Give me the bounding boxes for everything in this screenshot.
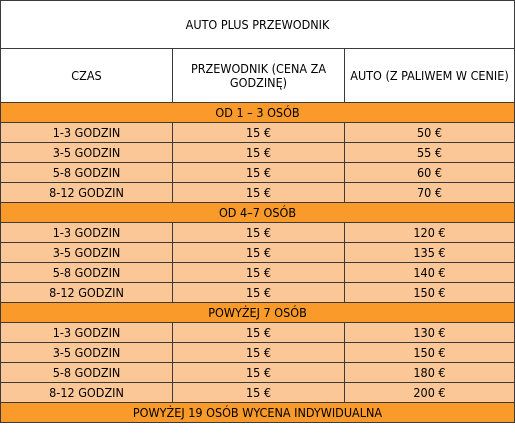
table-row <box>1 263 515 283</box>
car-price-cell: 60 € <box>345 163 515 183</box>
guide-price-cell: 15 € <box>173 243 345 263</box>
time-cell: 5-8 GODZIN <box>1 363 173 383</box>
time-cell: 3-5 GODZIN <box>1 343 173 363</box>
car-price-cell: 150 € <box>345 343 515 363</box>
table-row <box>1 363 515 383</box>
guide-price-cell: 15 € <box>173 123 345 143</box>
header-guide: PRZEWODNIK (CENA ZA GODZINĘ) <box>173 49 345 103</box>
time-cell: 1-3 GODZIN <box>1 223 173 243</box>
car-price-cell: 70 € <box>345 183 515 203</box>
section-label: OD 1 – 3 OSÓB <box>1 103 515 123</box>
guide-price-cell: 15 € <box>173 223 345 243</box>
time-cell: 5-8 GODZIN <box>1 263 173 283</box>
car-price-cell: 200 € <box>345 383 515 403</box>
section-row <box>1 303 515 323</box>
time-cell: 1-3 GODZIN <box>1 323 173 343</box>
car-price-cell: 140 € <box>345 263 515 283</box>
car-price-cell: 180 € <box>345 363 515 383</box>
guide-price-cell: 15 € <box>173 263 345 283</box>
table-row <box>1 383 515 403</box>
table-row <box>1 143 515 163</box>
table-row <box>1 343 515 363</box>
guide-price-cell: 15 € <box>173 343 345 363</box>
section-row <box>1 203 515 223</box>
time-cell: 1-3 GODZIN <box>1 123 173 143</box>
guide-price-cell: 15 € <box>173 183 345 203</box>
table-row <box>1 163 515 183</box>
time-cell: 8-12 GODZIN <box>1 383 173 403</box>
guide-price-cell: 15 € <box>173 383 345 403</box>
time-cell: 3-5 GODZIN <box>1 243 173 263</box>
car-price-cell: 150 € <box>345 283 515 303</box>
header-car: AUTO (Z PALIWEM W CENIE) <box>345 49 515 103</box>
guide-price-cell: 15 € <box>173 143 345 163</box>
header-time: CZAS <box>1 49 173 103</box>
car-price-cell: 50 € <box>345 123 515 143</box>
table-title: AUTO PLUS PRZEWODNIK <box>1 1 515 49</box>
time-cell: 5-8 GODZIN <box>1 163 173 183</box>
car-price-cell: 130 € <box>345 323 515 343</box>
car-price-cell: 135 € <box>345 243 515 263</box>
footer-row <box>1 403 515 423</box>
table-row <box>1 243 515 263</box>
guide-price-cell: 15 € <box>173 363 345 383</box>
car-price-cell: 120 € <box>345 223 515 243</box>
title-row <box>1 1 515 49</box>
header-row <box>1 49 515 103</box>
time-cell: 8-12 GODZIN <box>1 183 173 203</box>
guide-price-cell: 15 € <box>173 283 345 303</box>
section-label: POWYŻEJ 7 OSÓB <box>1 303 515 323</box>
guide-price-cell: 15 € <box>173 163 345 183</box>
car-price-cell: 55 € <box>345 143 515 163</box>
table-row <box>1 323 515 343</box>
table-row <box>1 223 515 243</box>
table-row <box>1 283 515 303</box>
time-cell: 3-5 GODZIN <box>1 143 173 163</box>
section-label: OD 4–7 OSÓB <box>1 203 515 223</box>
table-row <box>1 183 515 203</box>
section-row <box>1 103 515 123</box>
footer-note: POWYŻEJ 19 OSÓB WYCENA INDYWIDUALNA <box>1 403 515 423</box>
table-row <box>1 123 515 143</box>
time-cell: 8-12 GODZIN <box>1 283 173 303</box>
guide-price-cell: 15 € <box>173 323 345 343</box>
